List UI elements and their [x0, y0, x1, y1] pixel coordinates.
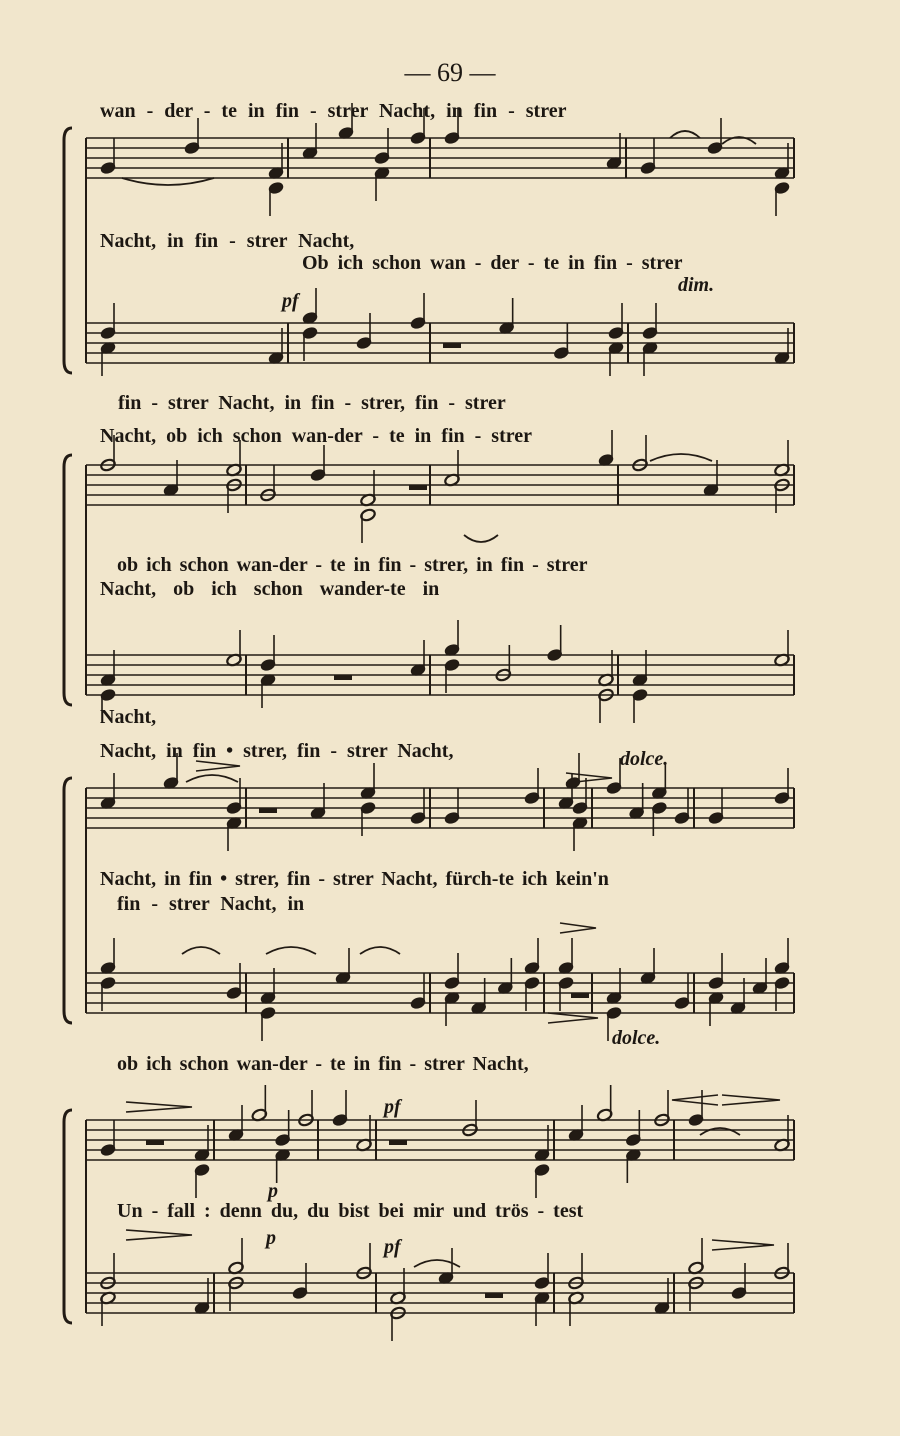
slur: [360, 947, 400, 954]
lyric-line: Nacht, in fin • strer, fin - strer Nacht, fürch-te ich kein'n: [100, 868, 609, 890]
dynamic-mark: pf: [282, 290, 299, 312]
lyric-line: Ob ich schon wan - der - te in fin - strer: [302, 252, 683, 274]
dynamic-mark: dim.: [678, 274, 715, 296]
slur: [670, 131, 700, 138]
rest: [485, 1293, 503, 1298]
lyric-line: ob ich schon wan-der - te in fin - strer Nacht,: [117, 1053, 529, 1075]
dynamic-mark: dolce.: [612, 1027, 661, 1049]
brace: [64, 1110, 72, 1323]
slur: [650, 454, 712, 461]
lyric-line: wan - der - te in fin - strer Nacht, in fin - strer: [100, 100, 567, 122]
slur: [266, 947, 316, 954]
dynamic-mark: p: [266, 1227, 276, 1249]
lyric-line: fin - strer Nacht, in fin - strer, fin - strer: [118, 392, 506, 414]
lyric-line: Nacht, ob ich schon wander-te in: [100, 578, 440, 600]
hairpin: [126, 1102, 192, 1112]
slur: [700, 1128, 740, 1135]
hairpin: [722, 1095, 780, 1105]
hairpin: [560, 923, 596, 933]
dynamic-mark: pf: [384, 1096, 401, 1118]
rest: [334, 675, 352, 680]
rest: [409, 485, 427, 490]
hairpin: [548, 1013, 598, 1023]
dynamic-mark: dolce.: [620, 748, 669, 770]
brace: [64, 455, 72, 705]
hairpin: [672, 1095, 718, 1105]
lyric-line: fin - strer Nacht, in: [117, 893, 305, 915]
slur: [182, 947, 220, 954]
brace: [64, 778, 72, 1023]
rest: [389, 1140, 407, 1145]
dynamic-mark: pf: [384, 1236, 401, 1258]
lyric-line: Nacht,: [100, 706, 157, 728]
brace: [64, 128, 72, 373]
rest: [571, 993, 589, 998]
page-number: — 69 —: [404, 58, 496, 87]
dynamic-mark: p: [268, 1180, 278, 1202]
slur: [464, 535, 498, 542]
slur: [122, 178, 214, 185]
lyric-line: Nacht, in fin - strer Nacht,: [100, 230, 355, 252]
lyric-line: Nacht, in fin • strer, fin - strer Nacht,: [100, 740, 454, 762]
lyric-line: ob ich schon wan-der - te in fin - strer, in fin - strer: [117, 554, 588, 576]
hairpin: [712, 1240, 774, 1250]
lyric-line: Nacht, ob ich schon wan-der - te in fin - strer: [100, 425, 533, 447]
slur: [186, 775, 238, 782]
hairpin: [126, 1230, 192, 1240]
rest: [259, 808, 277, 813]
rest: [443, 343, 461, 348]
rest: [146, 1140, 164, 1145]
slur: [414, 1260, 460, 1267]
lyric-line: Un - fall : denn du, du bist bei mir und trös - test: [117, 1200, 584, 1222]
